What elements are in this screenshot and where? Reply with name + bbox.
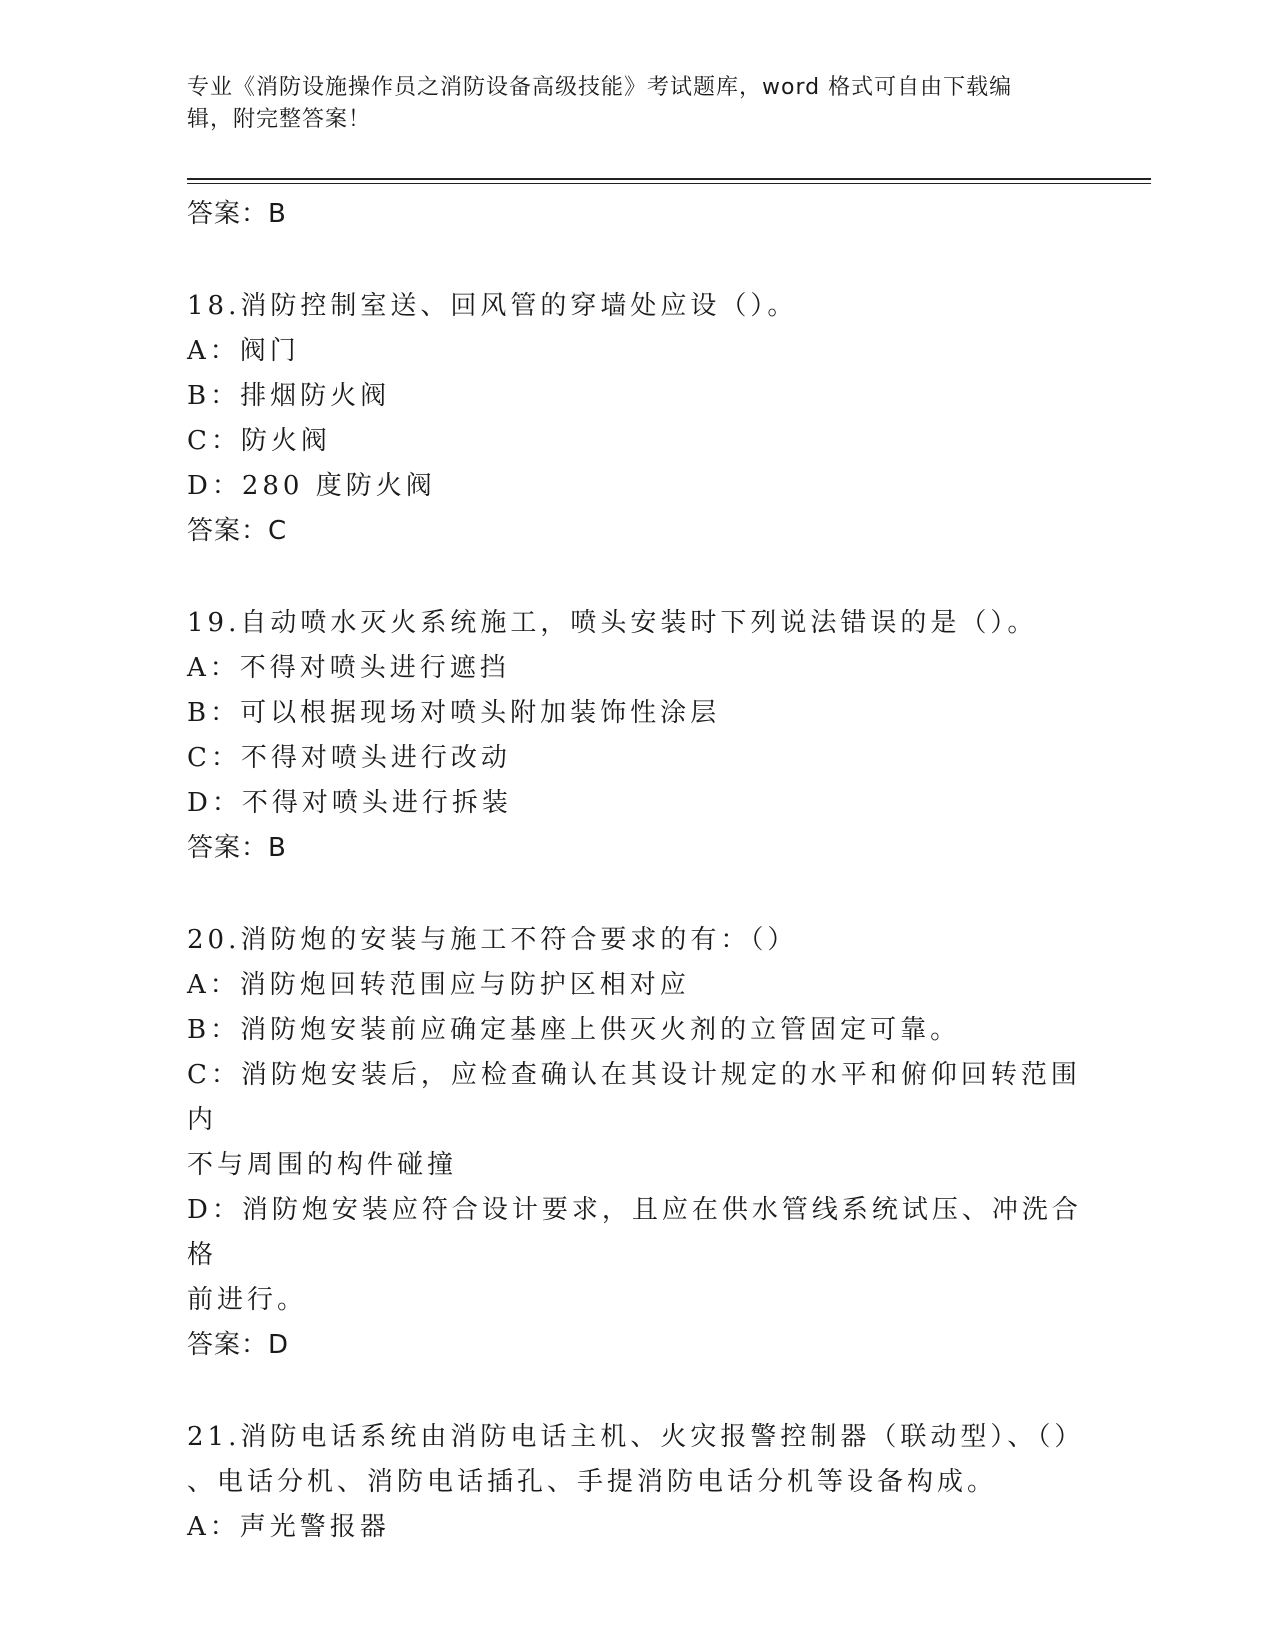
option-a: A：声光警报器: [187, 1512, 390, 1542]
answer: 答案：D: [187, 1330, 290, 1360]
document-header: [187, 72, 1067, 136]
option-a: A：消防炮回转范围应与防护区相对应: [187, 970, 690, 1000]
answer: 答案：C: [187, 516, 288, 546]
spacer: [187, 871, 1087, 918]
option-b: B：排烟防火阀: [187, 381, 391, 411]
answer: 答案：B: [187, 833, 287, 863]
header-line-2: 辑，附完整答案！: [187, 107, 372, 132]
option-c-continued: 不与周围的构件碰撞: [187, 1150, 458, 1180]
question-text: 18.消防控制室送、回风管的穿墙处应设（）。: [187, 291, 798, 321]
spacer: [187, 1368, 1087, 1415]
header-divider-thin: [187, 183, 1151, 184]
question-text-continued: 、电话分机、消防电话插孔、手提消防电话分机等设备构成。: [187, 1467, 998, 1497]
header-line-1: 专业《消防设施操作员之消防设备高级技能》考试题库，word 格式可自由下载编: [187, 75, 1013, 100]
option-a: A：不得对喷头进行遮挡: [187, 653, 510, 683]
option-c: C：消防炮安装后，应检查确认在其设计规定的水平和俯仰回转范围内: [187, 1060, 1081, 1135]
header-divider-thick: [187, 178, 1151, 180]
question-text: 21.消防电话系统由消防电话主机、火灾报警控制器（联动型）、（）: [187, 1422, 1085, 1452]
question-list: [187, 192, 1087, 1550]
option-b: B：消防炮安装前应确定基座上供灭火剂的立管固定可靠。: [187, 1015, 961, 1045]
option-d: D：280 度防火阀: [187, 471, 436, 501]
question-text: 20.消防炮的安装与施工不符合要求的有：（）: [187, 925, 798, 955]
option-d-continued: 前进行。: [187, 1285, 308, 1315]
option-d: D：不得对喷头进行拆装: [187, 788, 512, 818]
spacer: [187, 237, 1087, 284]
question-block: [187, 284, 1087, 554]
question-block: [187, 1415, 1087, 1550]
option-c: C：不得对喷头进行改动: [187, 743, 511, 773]
option-c: C：防火阀: [187, 426, 331, 456]
question-block: [187, 918, 1087, 1368]
option-b: B：可以根据现场对喷头附加装饰性涂层: [187, 698, 721, 728]
option-a: A：阀门: [187, 336, 300, 366]
previous-answer: 答案：B: [187, 199, 287, 229]
option-d: D：消防炮安装应符合设计要求，且应在供水管线系统试压、冲洗合格: [187, 1195, 1082, 1270]
question-text: 19.自动喷水灭火系统施工，喷头安装时下列说法错误的是（）。: [187, 608, 1038, 638]
question-block: [187, 601, 1087, 871]
spacer: [187, 554, 1087, 601]
